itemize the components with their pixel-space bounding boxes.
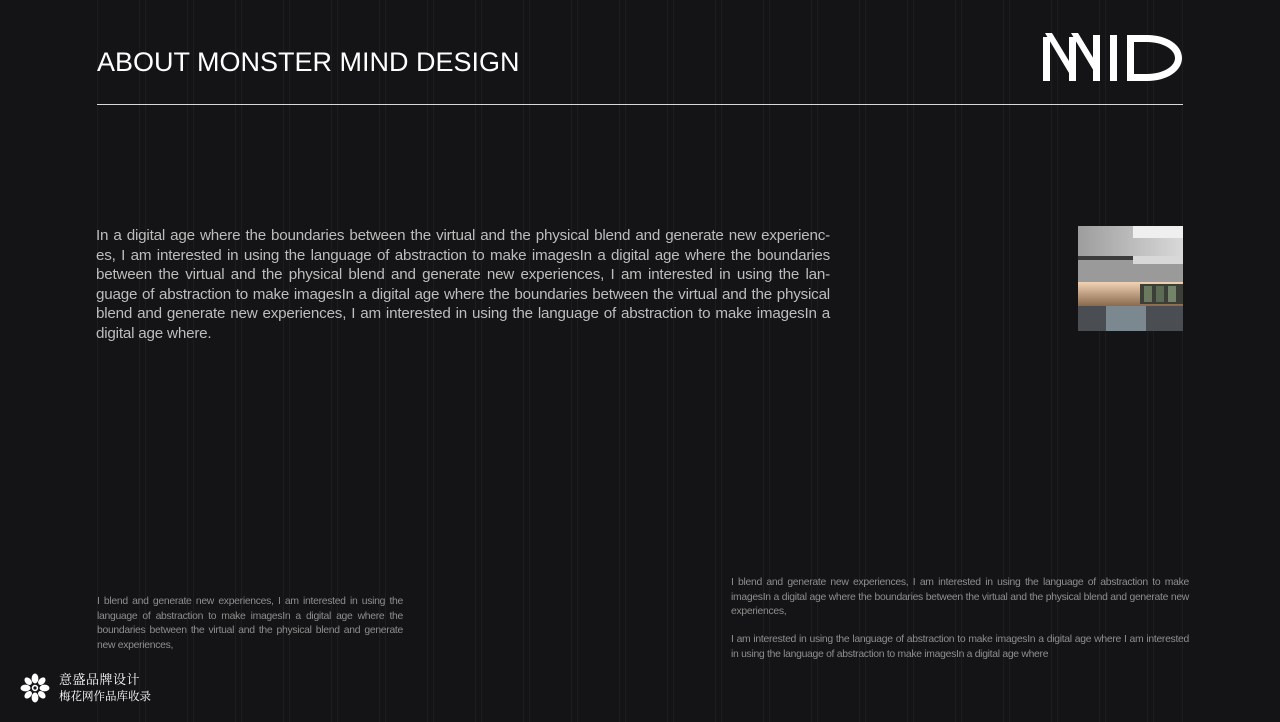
flower-icon: [20, 673, 50, 703]
mmd-logo: [1043, 33, 1183, 81]
footnote-right: [731, 576, 1189, 676]
watermark: [20, 670, 151, 706]
footnote-right-paragraph-1: I blend and generate new experiences, I am interested in using the language of abstraction to make imagesIn a digital age where the boundaries between the virtual and the physical blend and generate new experiences,: [731, 577, 1189, 617]
header-divider: [97, 104, 1183, 105]
footnote-right-paragraph-2: I am interested in using the language of abstraction to make imagesIn a digital age where I am interested in using the language of abstraction to make imagesIn a digital age where: [731, 634, 1189, 660]
page-title: ABOUT MONSTER MIND DESIGN: [97, 47, 520, 77]
watermark-line-1: 意盛品牌设计: [59, 672, 141, 688]
main-paragraph: In a digital age where the boundaries between the virtual and the physical blend and generate new experienc-es, I am interested in using the language of abstraction to make imagesIn a digital age where the boundaries between the virtual and the physical blend and generate new experiences, I am interested in using the lan-guage of abstraction to make imagesIn a digital age where the boundaries between the virtual and the physical blend and generate new experiences, I am interested in using the language of abstraction to make imagesIn a digital age where.: [96, 227, 830, 342]
watermark-line-2: 梅花网作品库收录: [59, 688, 151, 703]
watermark-text: [59, 673, 151, 704]
interior-photo: [1078, 226, 1183, 331]
interior-photo-image: [1078, 226, 1183, 331]
footnote-left: I blend and generate new experiences, I am interested in using the language of abstraction to make imagesIn a digital age where the boundaries between the virtual and the physical blend and generate new experiences,: [97, 596, 403, 651]
